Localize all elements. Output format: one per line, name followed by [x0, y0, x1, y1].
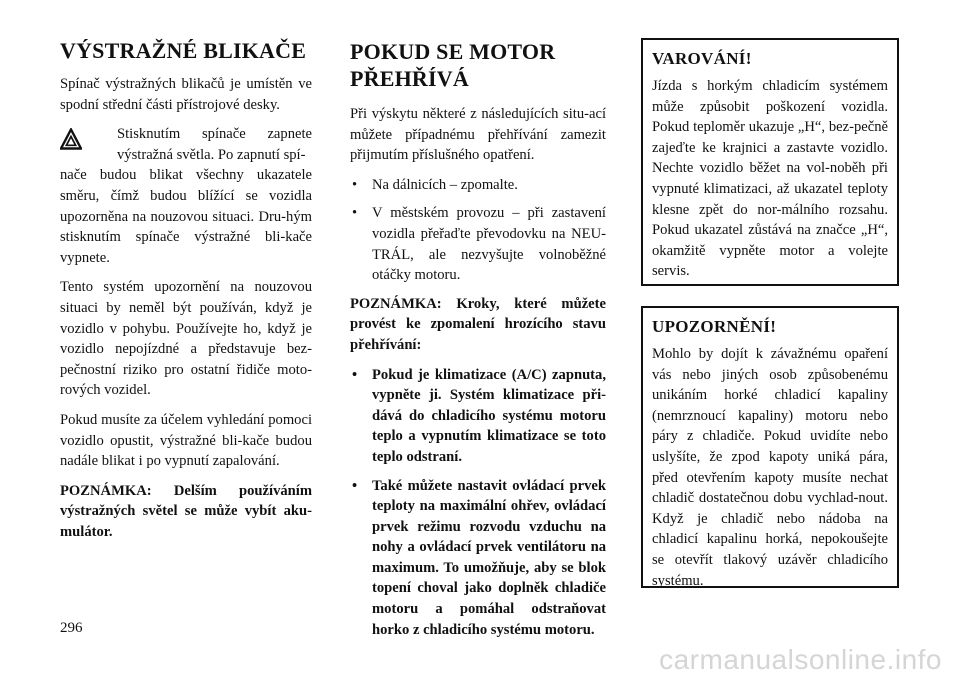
page-number: 296 — [60, 620, 83, 636]
paragraph-emergency-use: Tento systém upozornění na nouzovou situaci by neměl být používán, když je vozidlo v pohybu. Používejte ho, když je vozidlo nepojízdné a představuje bez-pečnostní riziko pro ostatní řidiče moto-rových vozidel. — [60, 279, 312, 399]
list-note-steps — [350, 365, 606, 641]
list-item-text: V městském provozu – při zastavení vozidla přeřaďte převodovku na NEU-TRÁL, ale nezvyšujte volnoběžné otáčky motoru. — [372, 205, 606, 284]
bullet-glyph: • — [352, 366, 358, 383]
paragraph-hazard-on-rest: nače budou blikat všechny ukazatele směru, čímž budou blížící se vozidla upozorněna na nouzovou situaci. Dru-hým stisknutím spínače výstražné bli-kače vypnete. — [60, 167, 312, 266]
paragraph-leaving-vehicle: Pokud musíte za účelem vyhledání pomoci vozidlo opustit, výstražné bli-kače budou nadále blikat i po vypnutí zapalování. — [60, 411, 312, 470]
column-engine-overheating — [350, 38, 606, 648]
section-title-overheating — [350, 38, 606, 92]
warning-title: VAROVÁNÍ! — [652, 49, 752, 68]
warning-box — [641, 38, 899, 286]
bullet-glyph: • — [352, 477, 358, 494]
paragraph-switch-location: Spínač výstražných blikačů je umístěn ve spodní střední části přístrojové desky. — [60, 76, 312, 113]
list-item — [350, 476, 606, 641]
paragraph-hazard-on-first: Stisknutím spínače zapnete výstražná světla. Po zapnutí spí- — [117, 126, 312, 163]
list-item — [350, 365, 606, 468]
title-line-2: PŘEHŘÍVÁ — [350, 66, 469, 91]
title-line-1: POKUD SE MOTOR — [350, 39, 556, 64]
caution-text: Mohlo by dojít k závažnému opaření vás nebo jiných osob způsobenému unikáním horké chladicí kapaliny (nemrznoucí kapaliny) motoru nebo páry z chladiče. Pokud uvidíte nebo uslyšíte, že zpod kapoty uniká pára, před otevřením kapoty musíte nechat chladič dostatečnou dobu vychlad-nout. Když je chladič nebo nádoba na chladicí kapalinu horká, nepokoušejte se otevřít tlakový uzávěr chladicího systému. — [652, 346, 888, 589]
bullet-glyph: • — [352, 205, 358, 222]
section-title-hazard: VÝSTRAŽNÉ BLIKAČE — [60, 38, 307, 63]
list-overheating-actions — [350, 175, 606, 286]
list-item — [350, 203, 606, 285]
warning-text: Jízda s horkým chladicím systémem může způsobit poškození vozidla. Pokud teploměr ukazuje „H“, bez-pečně zajeďte ke krajnici a zastavte vozidlo. Nechte vozidlo běžet na vol-noběh při vypnuté klimatizaci, až ukazatel teploty klesne zpět do nor-málního rozsahu. Pokud ukazatel zůstává na značce „H“, okamžitě vypněte motor a volejte servis. — [652, 78, 888, 280]
list-item-text: Na dálnicích – zpomalte. — [372, 176, 518, 193]
watermark: carmanualsonline.info — [659, 644, 942, 675]
caution-title: UPOZORNĚNÍ! — [652, 317, 777, 336]
paragraph-overheating-intro: Při výskytu některé z následujících situ-ací můžete případnému přehřívání zamezit přijmutím příslušného opatření. — [350, 106, 606, 164]
list-item-text: Pokud je klimatizace (A/C) zapnuta, vypněte ji. Systém klimatizace při-dává do chladicího systému motoru teplo a vypnutím klimatizace se toto teplo odstraní. — [372, 366, 606, 465]
hazard-triangle-icon — [60, 128, 82, 150]
column-hazard-flashers — [60, 38, 312, 551]
list-item-text: Také můžete nastavit ovládací prvek teploty na maximální ohřev, ovládací prvek režimu rozvodu vzduchu na nohy a ovládací prvek ventilátoru na maximum. To umožňuje, aby se blok topení choval jako doplněk chladiče motoru a pomáhal odstraňovat horko z chladicího systému motoru. — [372, 477, 606, 638]
note-battery: POZNÁMKA: Delším používáním výstražných světel se může vybít aku-mulátor. — [60, 482, 312, 540]
hazard-instruction — [60, 124, 312, 165]
list-item — [350, 175, 606, 196]
note-overheating-steps: POZNÁMKA: Kroky, které můžete provést ke zpomalení hrozícího stavu přehřívání: — [350, 295, 606, 353]
caution-box — [641, 306, 899, 588]
bullet-glyph: • — [352, 176, 358, 193]
column-notices — [641, 38, 899, 608]
